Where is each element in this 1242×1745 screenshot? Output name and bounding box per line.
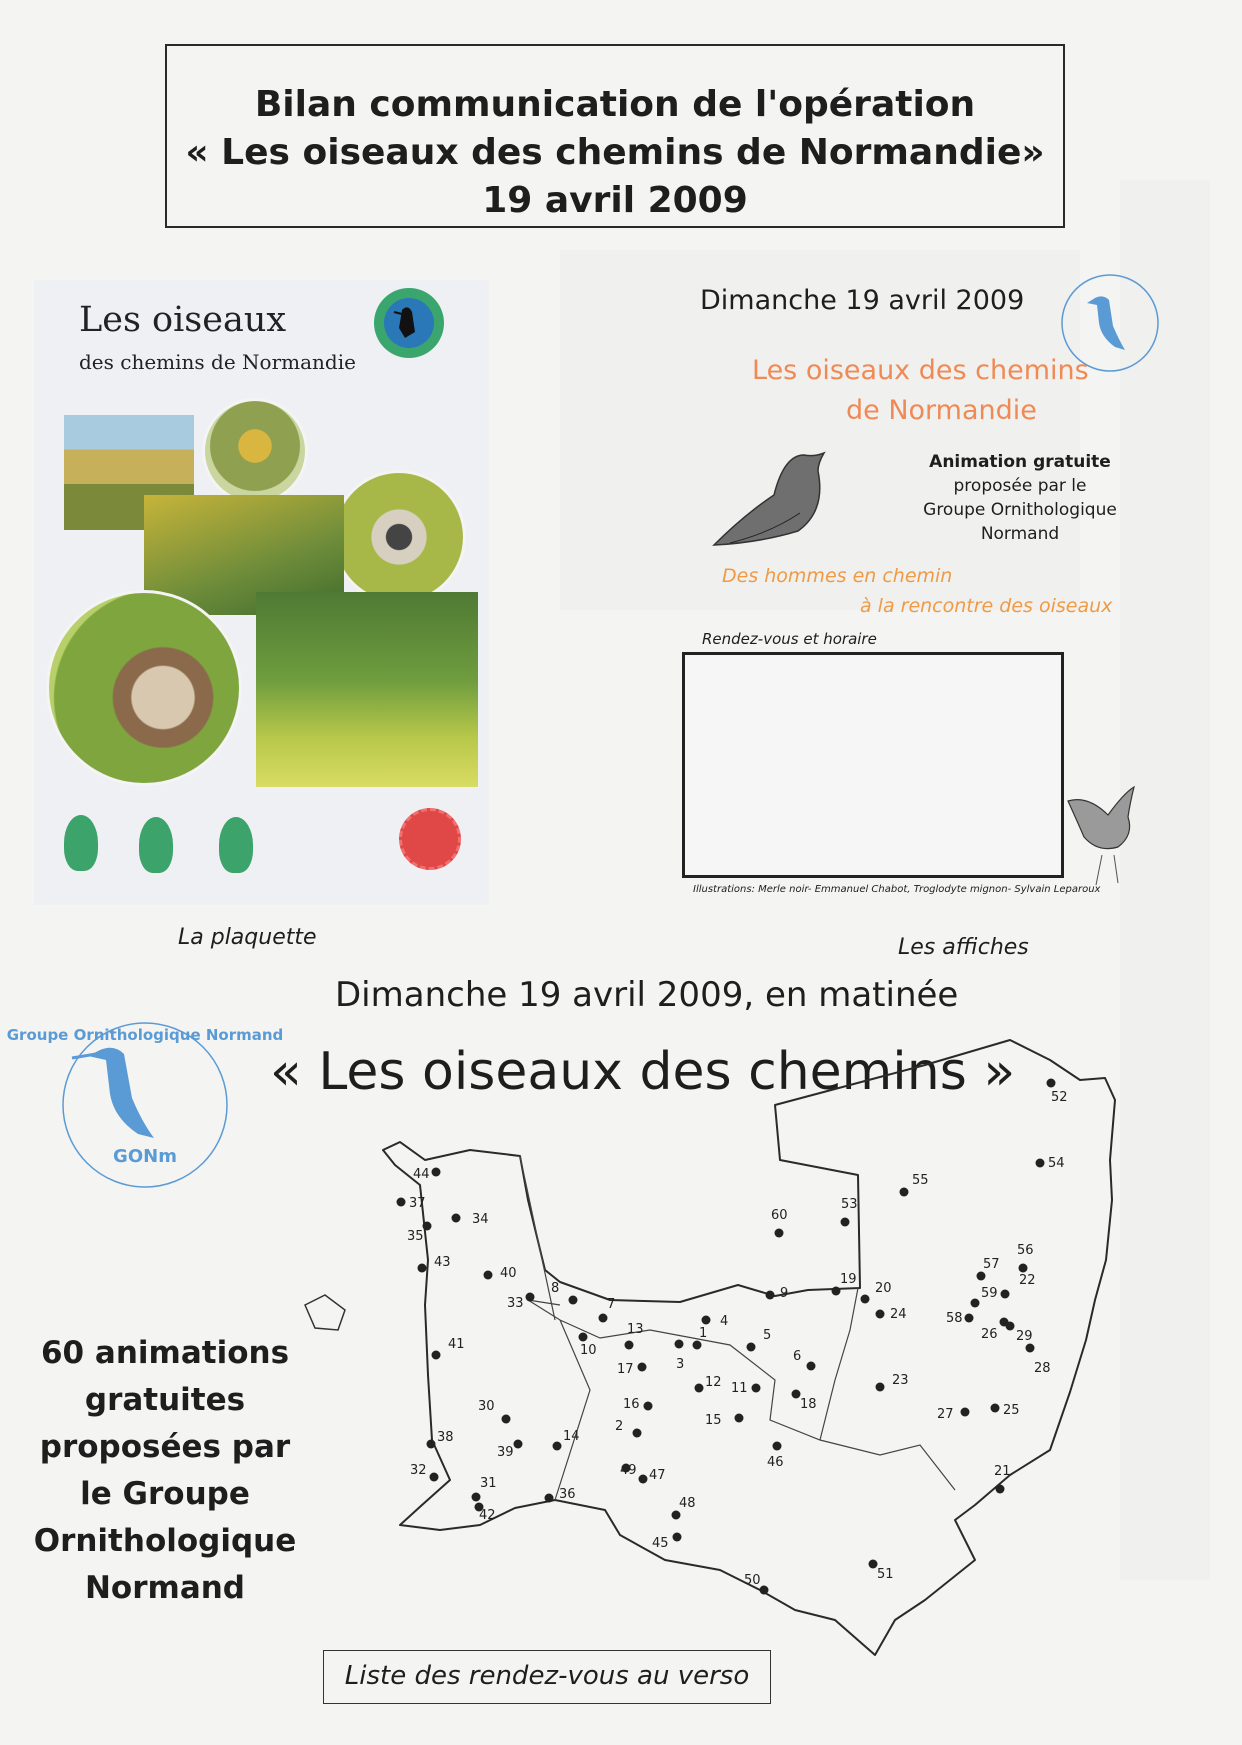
animation-line: Groupe Ornithologique [923, 500, 1117, 520]
site-label-41: 41 [448, 1337, 465, 1352]
site-label-53: 53 [841, 1197, 858, 1212]
site-marker-60 [775, 1229, 784, 1238]
site-marker-36 [545, 1494, 554, 1503]
site-label-40: 40 [500, 1266, 517, 1281]
site-label-29: 29 [1016, 1329, 1033, 1344]
site-marker-57 [977, 1272, 986, 1281]
site-marker-30 [502, 1415, 511, 1424]
poster-title-line-2: de Normandie [846, 395, 1037, 426]
site-marker-32 [430, 1473, 439, 1482]
poster-title-line-1: Les oiseaux des chemins [752, 355, 1089, 386]
site-label-60: 60 [771, 1208, 788, 1223]
site-marker-4 [702, 1316, 711, 1325]
site-label-33: 33 [507, 1296, 524, 1311]
site-label-20: 20 [875, 1281, 892, 1296]
map-date: Dimanche 19 avril 2009, en matinée [335, 975, 959, 1015]
site-marker-8 [569, 1296, 578, 1305]
site-label-25: 25 [1003, 1403, 1020, 1418]
site-marker-3 [675, 1340, 684, 1349]
site-label-37: 37 [409, 1196, 426, 1211]
site-marker-15 [735, 1414, 744, 1423]
site-marker-9 [766, 1291, 775, 1300]
site-label-55: 55 [912, 1173, 929, 1188]
site-marker-22 [1001, 1290, 1010, 1299]
site-label-15: 15 [705, 1413, 722, 1428]
site-label-18: 18 [800, 1397, 817, 1412]
site-label-44: 44 [413, 1167, 430, 1182]
site-marker-17 [638, 1363, 647, 1372]
site-label-9: 9 [780, 1286, 789, 1301]
site-label-22: 22 [1019, 1273, 1036, 1288]
site-marker-5 [747, 1343, 756, 1352]
site-marker-35 [423, 1222, 432, 1231]
site-marker-53 [841, 1218, 850, 1227]
site-label-46: 46 [767, 1455, 784, 1470]
site-marker-20 [861, 1295, 870, 1304]
brochure-subtitle: des chemins de Normandie [79, 350, 356, 374]
site-label-24: 24 [890, 1307, 907, 1322]
site-marker-52 [1047, 1079, 1056, 1088]
illustration-credits: Illustrations: Merle noir- Emmanuel Chabot, Troglodyte mignon- Sylvain Leparoux [693, 884, 1101, 895]
site-label-50: 50 [744, 1573, 761, 1588]
site-marker-31 [472, 1493, 481, 1502]
verso-note-box: Liste des rendez-vous au verso [323, 1650, 771, 1704]
site-marker-21 [996, 1485, 1005, 1494]
animation-bold: Animation gratuite [929, 452, 1111, 472]
site-marker-44 [432, 1168, 441, 1177]
site-label-4: 4 [720, 1314, 729, 1329]
site-marker-59 [971, 1299, 980, 1308]
site-marker-54 [1036, 1159, 1045, 1168]
site-label-52: 52 [1051, 1090, 1068, 1105]
site-label-56: 56 [1017, 1243, 1034, 1258]
rdv-label: Rendez-vous et horaire [702, 630, 877, 648]
site-marker-11 [752, 1384, 761, 1393]
posters-caption: Les affiches [898, 935, 1029, 960]
site-marker-16 [644, 1402, 653, 1411]
site-label-47: 47 [649, 1468, 666, 1483]
site-label-19: 19 [840, 1272, 857, 1287]
site-marker-38 [427, 1440, 436, 1449]
site-marker-48 [672, 1511, 681, 1520]
island-jersey [305, 1295, 345, 1330]
site-label-6: 6 [793, 1349, 802, 1364]
site-label-36: 36 [559, 1487, 576, 1502]
site-label-3: 3 [676, 1357, 685, 1372]
site-label-17: 17 [617, 1362, 634, 1377]
site-marker-25 [991, 1404, 1000, 1413]
promo-line: Ornithologique [33, 1523, 297, 1559]
site-marker-13 [625, 1341, 634, 1350]
site-marker-43 [418, 1264, 427, 1273]
site-label-58: 58 [946, 1311, 963, 1326]
site-marker-56 [1019, 1264, 1028, 1273]
site-marker-28 [1026, 1344, 1035, 1353]
site-marker-27 [961, 1408, 970, 1417]
site-label-45: 45 [652, 1536, 669, 1551]
department-borders [520, 1156, 955, 1500]
site-label-43: 43 [434, 1255, 451, 1270]
site-marker-7 [599, 1314, 608, 1323]
site-label-28: 28 [1034, 1361, 1051, 1376]
promo-line: le Groupe [80, 1476, 250, 1512]
site-marker-19 [832, 1287, 841, 1296]
site-marker-10 [579, 1333, 588, 1342]
site-marker-50 [760, 1586, 769, 1595]
site-label-26: 26 [981, 1327, 998, 1342]
site-label-38: 38 [437, 1430, 454, 1445]
site-label-42: 42 [479, 1508, 496, 1523]
site-label-39: 39 [497, 1445, 514, 1460]
site-marker-33 [526, 1293, 535, 1302]
site-label-10: 10 [580, 1343, 597, 1358]
site-label-30: 30 [478, 1399, 495, 1414]
site-label-12: 12 [705, 1375, 722, 1390]
site-label-2: 2 [615, 1419, 624, 1434]
site-label-51: 51 [877, 1567, 894, 1582]
site-label-23: 23 [892, 1373, 909, 1388]
site-label-35: 35 [407, 1229, 424, 1244]
site-label-59: 59 [981, 1286, 998, 1301]
brochure-title: Les oiseaux [79, 300, 287, 340]
site-label-34: 34 [472, 1212, 489, 1227]
map-title: « Les oiseaux des chemins » [270, 1042, 1016, 1102]
site-label-27: 27 [937, 1407, 954, 1422]
site-marker-24 [876, 1310, 885, 1319]
site-label-31: 31 [480, 1476, 497, 1491]
site-label-8: 8 [551, 1281, 560, 1296]
promo-line: proposées par [39, 1429, 291, 1465]
promo-line: Normand [84, 1570, 245, 1606]
poster-date: Dimanche 19 avril 2009 [700, 285, 1025, 316]
site-marker-55 [900, 1188, 909, 1197]
site-marker-1 [693, 1341, 702, 1350]
site-label-32: 32 [410, 1463, 427, 1478]
site-marker-47 [639, 1475, 648, 1484]
title-line-2: « Les oiseaux des chemins de Normandie» [185, 132, 1045, 173]
site-marker-6 [807, 1362, 816, 1371]
gonm-ring-text: Groupe Ornithologique Normand [6, 1026, 284, 1044]
site-marker-46 [773, 1442, 782, 1451]
animation-line: Normand [980, 524, 1060, 544]
site-label-57: 57 [983, 1257, 1000, 1272]
site-marker-40 [484, 1271, 493, 1280]
site-label-7: 7 [607, 1297, 616, 1312]
slogan-line-1: Des hommes en chemin [722, 565, 953, 587]
title-line-3: 19 avril 2009 [482, 180, 748, 221]
site-marker-29 [1006, 1322, 1015, 1331]
site-marker-2 [633, 1429, 642, 1438]
site-label-54: 54 [1048, 1156, 1065, 1171]
brochure-caption: La plaquette [178, 925, 317, 950]
site-label-11: 11 [731, 1381, 748, 1396]
site-label-48: 48 [679, 1496, 696, 1511]
site-marker-58 [965, 1314, 974, 1323]
gonm-acronym: GONm [113, 1146, 177, 1167]
site-marker-23 [876, 1383, 885, 1392]
animation-line: proposée par le [953, 476, 1087, 496]
site-label-49: 49 [620, 1463, 637, 1478]
site-label-5: 5 [763, 1328, 772, 1343]
site-marker-37 [397, 1198, 406, 1207]
site-marker-39 [514, 1440, 523, 1449]
title-line-1: Bilan communication de l'opération [254, 84, 976, 125]
site-label-14: 14 [563, 1429, 580, 1444]
site-marker-41 [432, 1351, 441, 1360]
promo-line: 60 animations [40, 1335, 290, 1371]
site-label-13: 13 [627, 1322, 644, 1337]
site-label-1: 1 [699, 1326, 708, 1341]
slogan-line-2: à la rencontre des oiseaux [860, 595, 1113, 617]
site-marker-14 [553, 1442, 562, 1451]
site-marker-45 [673, 1533, 682, 1542]
promo-line: gratuites [84, 1382, 246, 1418]
site-label-16: 16 [623, 1397, 640, 1412]
site-marker-34 [452, 1214, 461, 1223]
site-label-21: 21 [994, 1464, 1011, 1479]
site-marker-12 [695, 1384, 704, 1393]
